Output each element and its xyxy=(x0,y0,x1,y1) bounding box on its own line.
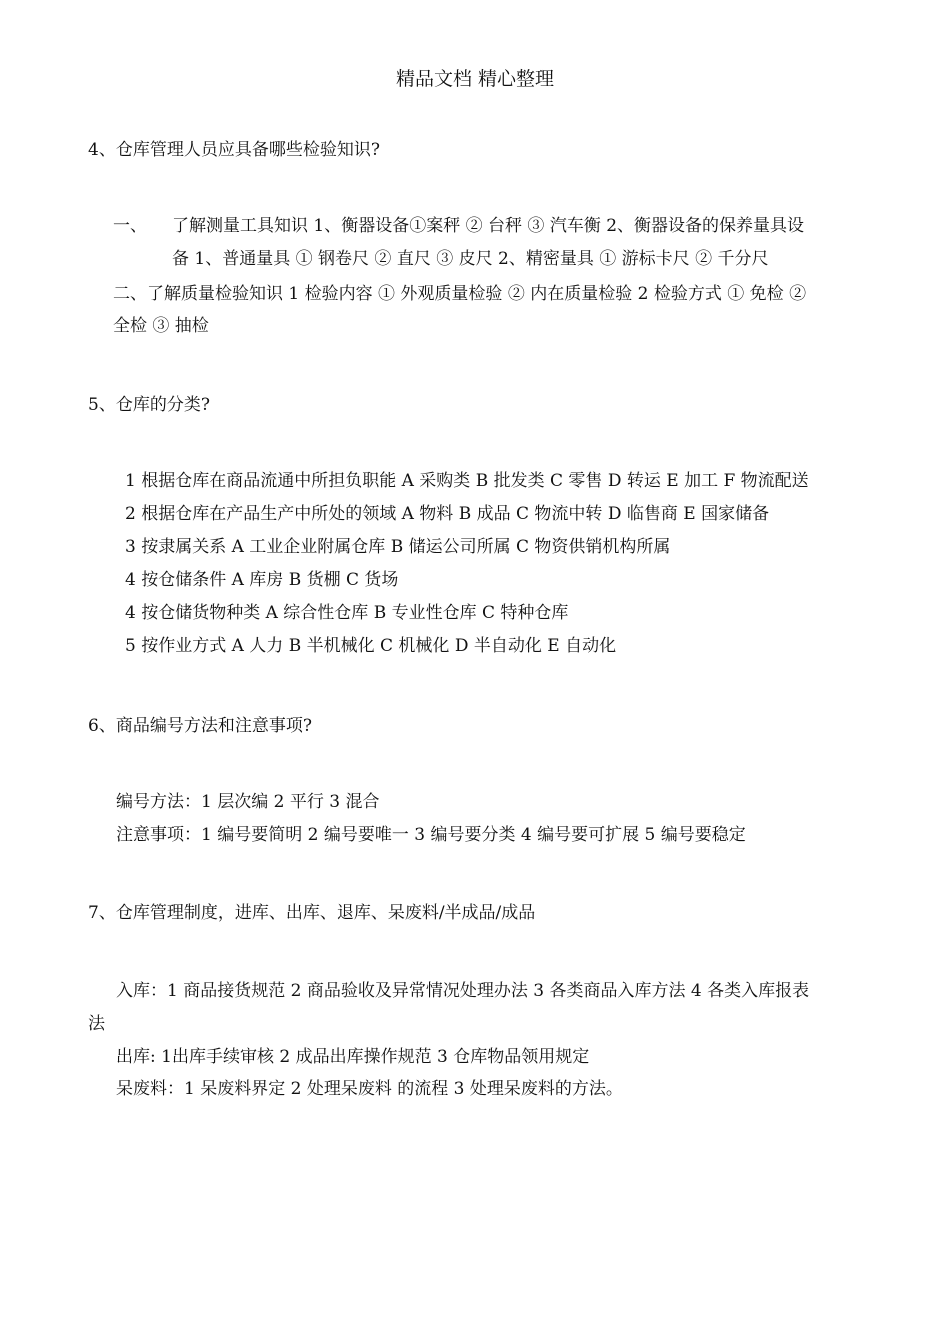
q5-list-item: 4 按仓储货物种类 A 综合性仓库 B 专业性仓库 C 特种仓库 xyxy=(125,603,569,623)
q7-outbound: 出库: 1出库手续审核 2 成品出库操作规范 3 仓库物品领用规定 xyxy=(116,1047,590,1067)
q7-inbound-line-2: 法 xyxy=(88,1014,105,1034)
q5-list-item: 5 按作业方式 A 人力 B 半机械化 C 机械化 D 半自动化 E 自动化 xyxy=(125,636,617,656)
q5-list-item: 1 根据仓库在商品流通中所担负职能 A 采购类 B 批发类 C 零售 D 转运 E 加工 F 物流配送 xyxy=(125,471,809,491)
q4-section-2-line-1: 二、了解质量检验知识 1 检验内容 ① 外观质量检验 ② 内在质量检验 2 检验方式 ① 免检 ② xyxy=(113,284,807,304)
q5-list-item: 2 根据仓库在产品生产中所处的领域 A 物料 B 成品 C 物流中转 D 临售商 E 国家储备 xyxy=(125,504,770,524)
q4-section-2-line-2: 全检 ③ 抽检 xyxy=(113,316,209,336)
page-header: 精品文档 精心整理 xyxy=(395,68,555,90)
q6-numbering-methods: 编号方法：1 层次编 2 平行 3 混合 xyxy=(116,792,380,812)
q5-list-item: 4 按仓储条件 A 库房 B 货棚 C 货场 xyxy=(125,570,399,590)
q5-list-item: 3 按隶属关系 A 工业企业附属仓库 B 储运公司所属 C 物资供销机构所属 xyxy=(125,537,671,557)
q7-inbound-line-1: 入库：1 商品接货规范 2 商品验收及异常情况处理办法 3 各类商品入库方法 4 各类入库报表 xyxy=(116,981,810,1001)
question-6-title: 6、商品编号方法和注意事项? xyxy=(88,716,312,736)
question-7-title: 7、仓库管理制度，进库、出库、退库、呆废料/半成品/成品 xyxy=(88,903,536,923)
question-5-title: 5、仓库的分类? xyxy=(88,395,210,415)
question-4-title: 4、仓库管理人员应具备哪些检验知识? xyxy=(88,140,380,160)
q4-section-1-line-1: 了解测量工具知识 1、衡器设备①案秤 ② 台秤 ③ 汽车衡 2、衡器设备的保养量具设 xyxy=(172,216,805,236)
q4-section-1-marker: 一、 xyxy=(113,216,147,236)
q7-scrap: 呆废料：1 呆废料界定 2 处理呆废料 的流程 3 处理呆废料的方法。 xyxy=(116,1079,623,1099)
q4-section-1-line-2: 备 1、普通量具 ① 钢卷尺 ② 直尺 ③ 皮尺 2、精密量具 ① 游标卡尺 ② 千分尺 xyxy=(172,249,769,269)
q6-notes: 注意事项：1 编号要简明 2 编号要唯一 3 编号要分类 4 编号要可扩展 5 编号要稳定 xyxy=(116,825,746,845)
